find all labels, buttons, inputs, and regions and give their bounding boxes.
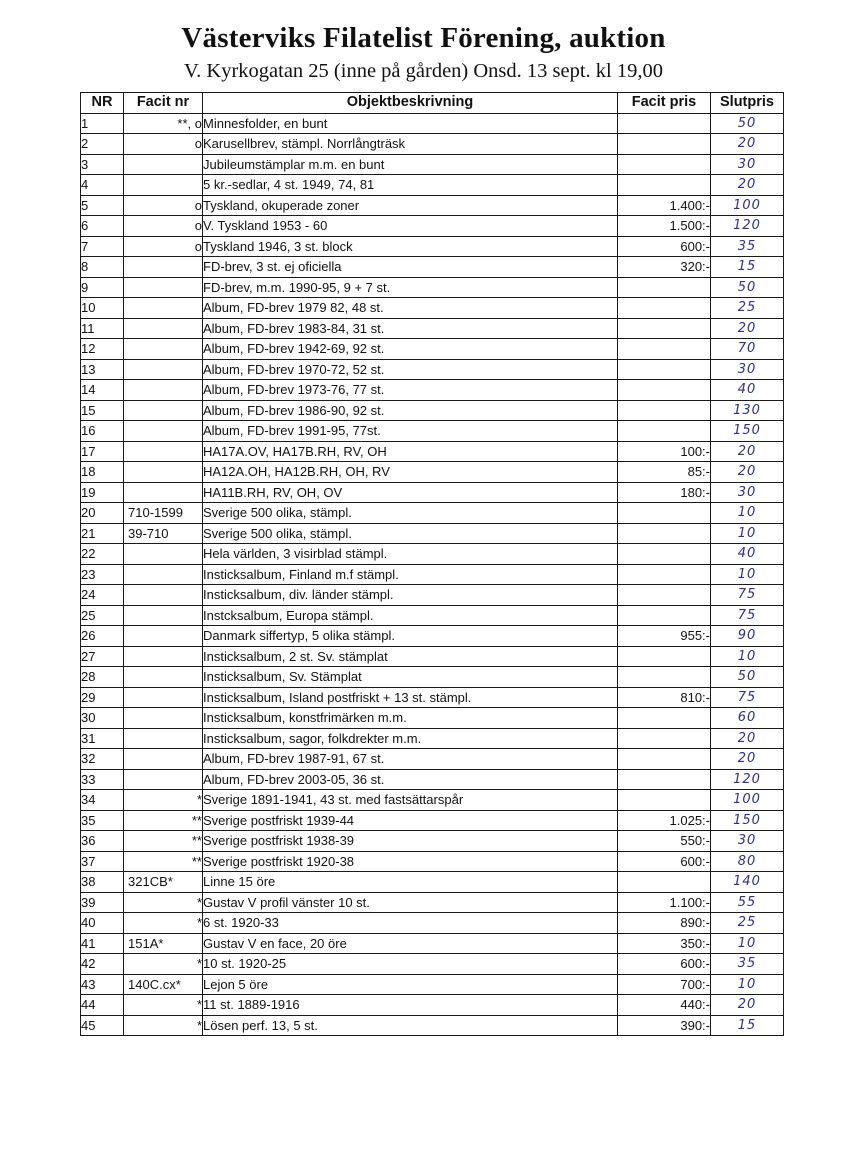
facit-number <box>124 298 203 319</box>
final-price: 80 <box>711 851 784 872</box>
facit-number: **, o <box>124 113 203 134</box>
facit-number: * <box>124 954 203 975</box>
facit-number: * <box>124 1015 203 1036</box>
object-description: Lejon 5 öre <box>203 974 618 995</box>
facit-number <box>124 749 203 770</box>
final-price: 75 <box>711 585 784 606</box>
facit-price <box>618 421 711 442</box>
lot-number: 42 <box>81 954 124 975</box>
table-row <box>81 277 784 298</box>
final-price: 40 <box>711 380 784 401</box>
object-description: Album, FD-brev 2003-05, 36 st. <box>203 769 618 790</box>
table-row <box>81 236 784 257</box>
lot-number: 24 <box>81 585 124 606</box>
lot-number: 45 <box>81 1015 124 1036</box>
table-row <box>81 421 784 442</box>
auction-table <box>80 92 784 1036</box>
object-description: Gustav V en face, 20 öre <box>203 933 618 954</box>
table-row <box>81 1015 784 1036</box>
final-price: 150 <box>711 810 784 831</box>
facit-price <box>618 708 711 729</box>
lot-number: 3 <box>81 154 124 175</box>
table-row <box>81 851 784 872</box>
final-price: 55 <box>711 892 784 913</box>
table-row <box>81 462 784 483</box>
facit-number <box>124 359 203 380</box>
facit-price: 1.025:- <box>618 810 711 831</box>
final-price: 130 <box>711 400 784 421</box>
object-description: Sverige 500 olika, stämpl. <box>203 503 618 524</box>
table-row <box>81 175 784 196</box>
object-description: Karusellbrev, stämpl. Norrlångträsk <box>203 134 618 155</box>
lot-number: 17 <box>81 441 124 462</box>
table-row <box>81 667 784 688</box>
facit-number <box>124 462 203 483</box>
facit-price: 1.500:- <box>618 216 711 237</box>
table-header-row <box>81 93 784 114</box>
object-description: HA17A.OV, HA17B.RH, RV, OH <box>203 441 618 462</box>
object-description: Tyskland 1946, 3 st. block <box>203 236 618 257</box>
facit-price: 390:- <box>618 1015 711 1036</box>
final-price: 20 <box>711 134 784 155</box>
table-row <box>81 995 784 1016</box>
facit-price <box>618 564 711 585</box>
object-description: Sverige 1891-1941, 43 st. med fastsättarspår <box>203 790 618 811</box>
facit-price: 320:- <box>618 257 711 278</box>
lot-number: 22 <box>81 544 124 565</box>
final-price: 10 <box>711 523 784 544</box>
facit-price: 600:- <box>618 851 711 872</box>
facit-price: 85:- <box>618 462 711 483</box>
facit-price: 890:- <box>618 913 711 934</box>
facit-number <box>124 605 203 626</box>
facit-price: 1.400:- <box>618 195 711 216</box>
facit-price: 550:- <box>618 831 711 852</box>
lot-number: 12 <box>81 339 124 360</box>
final-price: 60 <box>711 708 784 729</box>
facit-number: * <box>124 995 203 1016</box>
lot-number: 1 <box>81 113 124 134</box>
facit-number: ** <box>124 831 203 852</box>
final-price: 70 <box>711 339 784 360</box>
final-price: 15 <box>711 257 784 278</box>
lot-number: 38 <box>81 872 124 893</box>
table-row <box>81 441 784 462</box>
facit-price: 700:- <box>618 974 711 995</box>
table-row <box>81 113 784 134</box>
facit-number: o <box>124 236 203 257</box>
facit-number: 321CB* <box>124 872 203 893</box>
final-price: 100 <box>711 195 784 216</box>
object-description: Jubileumstämplar m.m. en bunt <box>203 154 618 175</box>
object-description: Gustav V profil vänster 10 st. <box>203 892 618 913</box>
object-description: 11 st. 1889-1916 <box>203 995 618 1016</box>
object-description: Insticksalbum, 2 st. Sv. stämplat <box>203 646 618 667</box>
facit-price <box>618 113 711 134</box>
object-description: Album, FD-brev 1973-76, 77 st. <box>203 380 618 401</box>
table-row <box>81 154 784 175</box>
facit-number <box>124 277 203 298</box>
table-row <box>81 564 784 585</box>
facit-number <box>124 421 203 442</box>
lot-number: 11 <box>81 318 124 339</box>
facit-price <box>618 769 711 790</box>
facit-number <box>124 400 203 421</box>
final-price: 75 <box>711 687 784 708</box>
column-header-facit-nr: Facit nr <box>124 93 203 114</box>
lot-number: 26 <box>81 626 124 647</box>
final-price: 20 <box>711 441 784 462</box>
facit-price <box>618 277 711 298</box>
table-row <box>81 728 784 749</box>
table-row <box>81 933 784 954</box>
lot-number: 35 <box>81 810 124 831</box>
facit-price <box>618 175 711 196</box>
object-description: Sverige postfriskt 1920-38 <box>203 851 618 872</box>
table-row <box>81 257 784 278</box>
lot-number: 32 <box>81 749 124 770</box>
facit-price <box>618 667 711 688</box>
table-row <box>81 195 784 216</box>
object-description: Danmark siffertyp, 5 olika stämpl. <box>203 626 618 647</box>
lot-number: 10 <box>81 298 124 319</box>
table-row <box>81 954 784 975</box>
object-description: Album, FD-brev 1979 82, 48 st. <box>203 298 618 319</box>
object-description: 5 kr.-sedlar, 4 st. 1949, 74, 81 <box>203 175 618 196</box>
final-price: 35 <box>711 236 784 257</box>
object-description: FD-brev, m.m. 1990-95, 9 + 7 st. <box>203 277 618 298</box>
table-row <box>81 646 784 667</box>
final-price: 150 <box>711 421 784 442</box>
final-price: 10 <box>711 933 784 954</box>
facit-price: 180:- <box>618 482 711 503</box>
lot-number: 43 <box>81 974 124 995</box>
final-price: 10 <box>711 503 784 524</box>
facit-price <box>618 400 711 421</box>
table-row <box>81 831 784 852</box>
lot-number: 36 <box>81 831 124 852</box>
facit-price <box>618 585 711 606</box>
facit-number <box>124 585 203 606</box>
lot-number: 39 <box>81 892 124 913</box>
column-header-nr: NR <box>81 93 124 114</box>
facit-price: 600:- <box>618 236 711 257</box>
object-description: FD-brev, 3 st. ej oficiella <box>203 257 618 278</box>
final-price: 140 <box>711 872 784 893</box>
object-description: Minnesfolder, en bunt <box>203 113 618 134</box>
lot-number: 30 <box>81 708 124 729</box>
final-price: 20 <box>711 995 784 1016</box>
facit-price <box>618 872 711 893</box>
final-price: 30 <box>711 154 784 175</box>
lot-number: 2 <box>81 134 124 155</box>
table-row <box>81 544 784 565</box>
object-description: Insticksalbum, Sv. Stämplat <box>203 667 618 688</box>
table-row <box>81 482 784 503</box>
facit-price <box>618 339 711 360</box>
object-description: Album, FD-brev 1991-95, 77st. <box>203 421 618 442</box>
facit-number <box>124 482 203 503</box>
object-description: Hela världen, 3 visirblad stämpl. <box>203 544 618 565</box>
lot-number: 27 <box>81 646 124 667</box>
lot-number: 40 <box>81 913 124 934</box>
table-row <box>81 134 784 155</box>
final-price: 25 <box>711 913 784 934</box>
facit-number: 710-1599 <box>124 503 203 524</box>
facit-number <box>124 380 203 401</box>
table-row <box>81 585 784 606</box>
object-description: Instcksalbum, Europa stämpl. <box>203 605 618 626</box>
lot-number: 19 <box>81 482 124 503</box>
final-price: 35 <box>711 954 784 975</box>
final-price: 10 <box>711 564 784 585</box>
facit-price: 100:- <box>618 441 711 462</box>
facit-price: 955:- <box>618 626 711 647</box>
lot-number: 20 <box>81 503 124 524</box>
final-price: 75 <box>711 605 784 626</box>
table-row <box>81 687 784 708</box>
object-description: Insticksalbum, konstfrimärken m.m. <box>203 708 618 729</box>
facit-price <box>618 749 711 770</box>
lot-number: 4 <box>81 175 124 196</box>
facit-number <box>124 769 203 790</box>
facit-number: 140C.cx* <box>124 974 203 995</box>
facit-number: * <box>124 913 203 934</box>
object-description: Insticksalbum, div. länder stämpl. <box>203 585 618 606</box>
facit-number <box>124 626 203 647</box>
final-price: 30 <box>711 482 784 503</box>
lot-number: 28 <box>81 667 124 688</box>
final-price: 20 <box>711 728 784 749</box>
lot-number: 37 <box>81 851 124 872</box>
facit-number <box>124 441 203 462</box>
object-description: 6 st. 1920-33 <box>203 913 618 934</box>
table-row <box>81 769 784 790</box>
final-price: 120 <box>711 216 784 237</box>
final-price: 20 <box>711 749 784 770</box>
final-price: 10 <box>711 974 784 995</box>
final-price: 100 <box>711 790 784 811</box>
table-row <box>81 380 784 401</box>
object-description: Tyskland, okuperade zoner <box>203 195 618 216</box>
facit-number: o <box>124 134 203 155</box>
table-row <box>81 339 784 360</box>
facit-price: 350:- <box>618 933 711 954</box>
object-description: Lösen perf. 13, 5 st. <box>203 1015 618 1036</box>
table-row <box>81 523 784 544</box>
facit-price <box>618 790 711 811</box>
column-header-description: Objektbeskrivning <box>203 93 618 114</box>
facit-price: 440:- <box>618 995 711 1016</box>
table-row <box>81 359 784 380</box>
object-description: Sverige 500 olika, stämpl. <box>203 523 618 544</box>
final-price: 30 <box>711 831 784 852</box>
facit-number: ** <box>124 851 203 872</box>
facit-price <box>618 380 711 401</box>
facit-number <box>124 257 203 278</box>
lot-number: 41 <box>81 933 124 954</box>
facit-number: o <box>124 195 203 216</box>
final-price: 50 <box>711 667 784 688</box>
facit-number <box>124 646 203 667</box>
object-description: Insticksalbum, Island postfriskt + 13 st. stämpl. <box>203 687 618 708</box>
facit-number <box>124 318 203 339</box>
object-description: V. Tyskland 1953 - 60 <box>203 216 618 237</box>
table-row <box>81 503 784 524</box>
facit-price <box>618 544 711 565</box>
lot-number: 9 <box>81 277 124 298</box>
final-price: 120 <box>711 769 784 790</box>
object-description: Sverige postfriskt 1939-44 <box>203 810 618 831</box>
facit-price <box>618 298 711 319</box>
column-header-facit-price: Facit pris <box>618 93 711 114</box>
final-price: 30 <box>711 359 784 380</box>
object-description: Album, FD-brev 1987-91, 67 st. <box>203 749 618 770</box>
final-price: 50 <box>711 113 784 134</box>
lot-number: 6 <box>81 216 124 237</box>
table-row <box>81 790 784 811</box>
facit-price <box>618 318 711 339</box>
facit-number <box>124 728 203 749</box>
facit-price <box>618 728 711 749</box>
facit-number: * <box>124 790 203 811</box>
object-description: 10 st. 1920-25 <box>203 954 618 975</box>
facit-price <box>618 154 711 175</box>
facit-price <box>618 134 711 155</box>
facit-price: 810:- <box>618 687 711 708</box>
table-body <box>81 113 784 1036</box>
lot-number: 23 <box>81 564 124 585</box>
lot-number: 21 <box>81 523 124 544</box>
final-price: 40 <box>711 544 784 565</box>
final-price: 50 <box>711 277 784 298</box>
lot-number: 25 <box>81 605 124 626</box>
object-description: Album, FD-brev 1970-72, 52 st. <box>203 359 618 380</box>
final-price: 20 <box>711 462 784 483</box>
lot-number: 8 <box>81 257 124 278</box>
facit-price <box>618 646 711 667</box>
object-description: Insticksalbum, sagor, folkdrekter m.m. <box>203 728 618 749</box>
lot-number: 16 <box>81 421 124 442</box>
facit-price: 600:- <box>618 954 711 975</box>
table-row <box>81 810 784 831</box>
lot-number: 14 <box>81 380 124 401</box>
object-description: Linne 15 öre <box>203 872 618 893</box>
lot-number: 33 <box>81 769 124 790</box>
table-row <box>81 400 784 421</box>
facit-number: o <box>124 216 203 237</box>
facit-number <box>124 687 203 708</box>
facit-number <box>124 544 203 565</box>
object-description: Album, FD-brev 1986-90, 92 st. <box>203 400 618 421</box>
facit-price <box>618 605 711 626</box>
facit-number <box>124 339 203 360</box>
object-description: Album, FD-brev 1942-69, 92 st. <box>203 339 618 360</box>
table-row <box>81 318 784 339</box>
table-row <box>81 872 784 893</box>
lot-number: 34 <box>81 790 124 811</box>
lot-number: 31 <box>81 728 124 749</box>
lot-number: 7 <box>81 236 124 257</box>
table-row <box>81 708 784 729</box>
final-price: 90 <box>711 626 784 647</box>
lot-number: 18 <box>81 462 124 483</box>
final-price: 15 <box>711 1015 784 1036</box>
lot-number: 13 <box>81 359 124 380</box>
facit-number <box>124 175 203 196</box>
facit-price <box>618 359 711 380</box>
object-description: Album, FD-brev 1983-84, 31 st. <box>203 318 618 339</box>
facit-number <box>124 564 203 585</box>
facit-number: ** <box>124 810 203 831</box>
object-description: HA11B.RH, RV, OH, OV <box>203 482 618 503</box>
facit-price <box>618 503 711 524</box>
object-description: Sverige postfriskt 1938-39 <box>203 831 618 852</box>
facit-number: 39-710 <box>124 523 203 544</box>
facit-number: * <box>124 892 203 913</box>
table-row <box>81 892 784 913</box>
final-price: 20 <box>711 175 784 196</box>
facit-number <box>124 154 203 175</box>
table-row <box>81 298 784 319</box>
table-row <box>81 605 784 626</box>
page-subtitle: V. Kyrkogatan 25 (inne på gården) Onsd. 13 sept. kl 19,00 <box>183 60 663 82</box>
table-row <box>81 626 784 647</box>
lot-number: 29 <box>81 687 124 708</box>
page-title: Västerviks Filatelist Förening, auktion <box>181 22 666 54</box>
final-price: 25 <box>711 298 784 319</box>
object-description: HA12A.OH, HA12B.RH, OH, RV <box>203 462 618 483</box>
object-description: Insticksalbum, Finland m.f stämpl. <box>203 564 618 585</box>
facit-price <box>618 523 711 544</box>
facit-price: 1.100:- <box>618 892 711 913</box>
facit-number: 151A* <box>124 933 203 954</box>
table-row <box>81 974 784 995</box>
facit-number <box>124 667 203 688</box>
table-row <box>81 749 784 770</box>
lot-number: 15 <box>81 400 124 421</box>
lot-number: 44 <box>81 995 124 1016</box>
table-row <box>81 913 784 934</box>
lot-number: 5 <box>81 195 124 216</box>
column-header-final-price: Slutpris <box>711 93 784 114</box>
final-price: 20 <box>711 318 784 339</box>
facit-number <box>124 708 203 729</box>
final-price: 10 <box>711 646 784 667</box>
table-row <box>81 216 784 237</box>
